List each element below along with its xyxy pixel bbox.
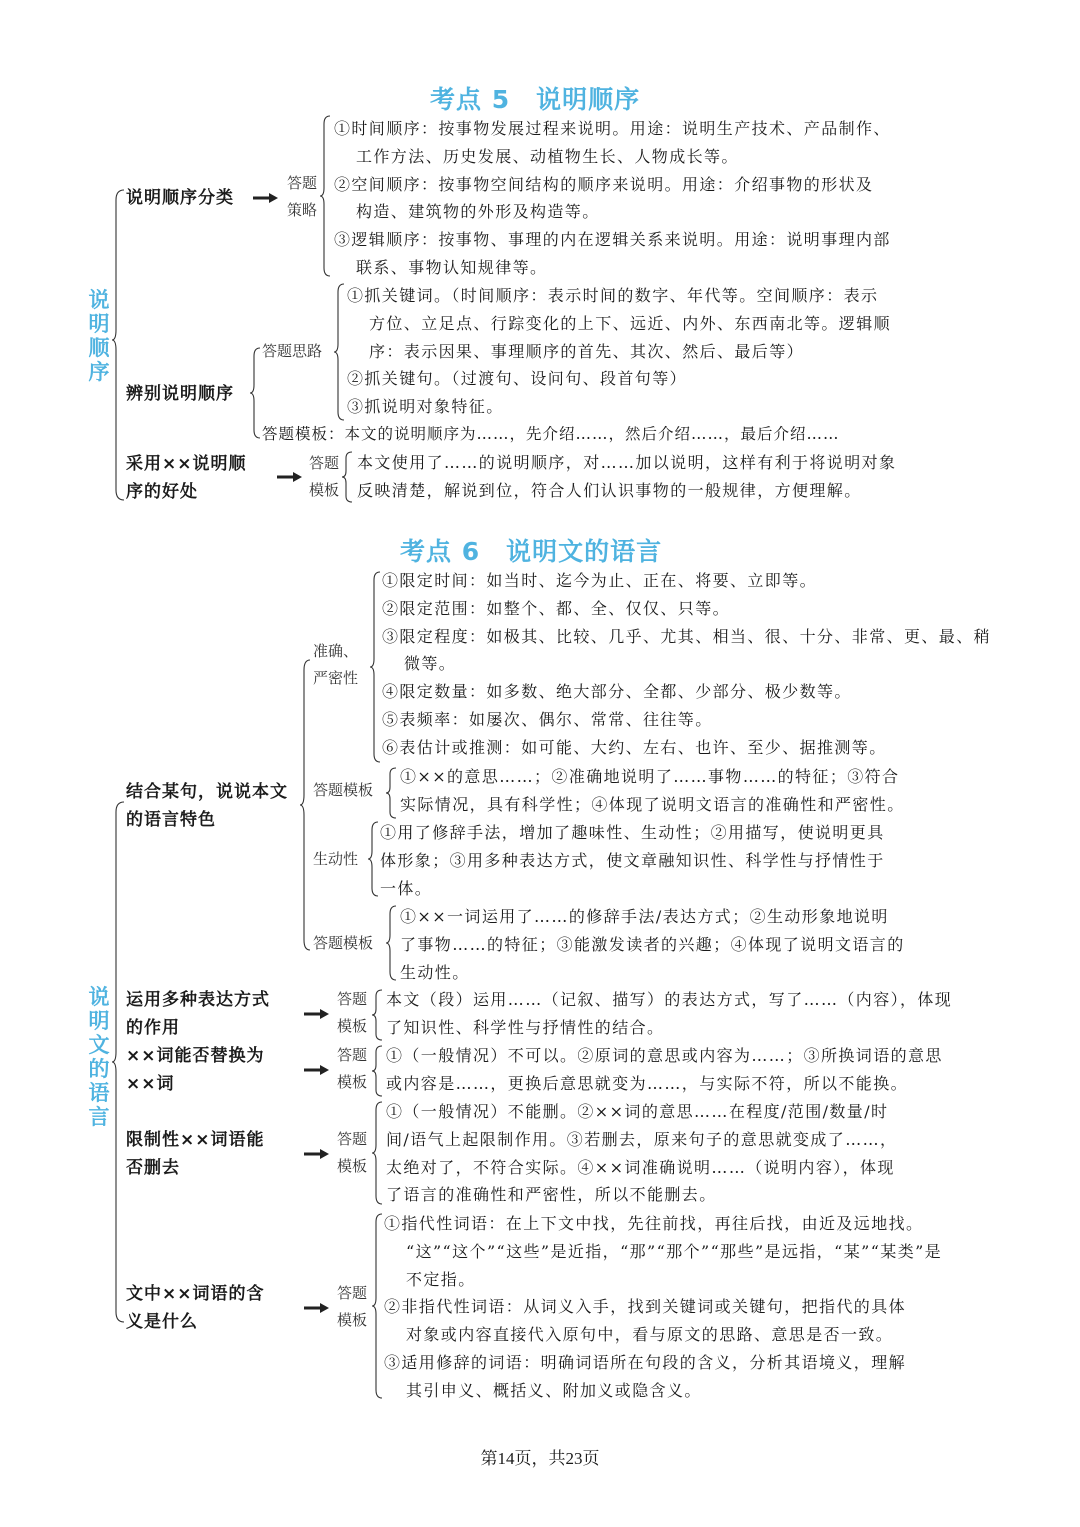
s5-cat2-template: 答题模板：本文的说明顺序为……，先介绍……，然后介绍……，最后介绍……	[262, 425, 840, 443]
s6-template2-label: 答题模板	[313, 934, 374, 952]
list-item: 微等。	[404, 654, 457, 674]
s5-cat3-items	[357, 449, 896, 505]
list-item: 本文（段）运用……（记叙、描写）的表达方式，写了……（内容），体现	[386, 990, 953, 1009]
list-item: ②空间顺序：按事物空间结构的顺序来说明。用途：介绍事物的形状及	[334, 174, 874, 194]
s6-template2-brace	[386, 906, 398, 980]
label-line: 结合某句，说说本文	[126, 782, 288, 802]
label-line: 采用××说明顺	[126, 454, 247, 474]
s6-cat3-sublabel: 答题模板	[336, 1046, 367, 1091]
list-item: ⑥表估计或推测：如可能、大约、左右、也许、至少、据推测等。	[382, 737, 887, 757]
s5-cat1-brace	[320, 116, 332, 276]
list-item: 体形象；③用多种表达方式，使文章融知识性、科学性与抒情性于	[380, 850, 885, 870]
list-item: 本文使用了……的说明顺序，对……加以说明，这样有利于将说明对象	[357, 453, 897, 472]
list-item: ①××的意思……；②准确地说明了……事物……的特征；③符合	[400, 767, 900, 786]
s5-cat1-sublabel: 答题策略	[286, 174, 317, 219]
section6-title: 考点 6 说明文的语言	[400, 537, 663, 566]
list-item: ①（一般情况）不能删。②××词的意思……在程度/范围/数量/时	[386, 1102, 889, 1121]
label-line: ××词	[126, 1074, 175, 1094]
s5-cat2-brace	[250, 348, 262, 438]
list-item: “这”“这个”“这些”是近指，“那”“那个”“那些”是远指，“某”“某类”是	[406, 1241, 943, 1261]
s6-cat3-label	[126, 1042, 265, 1098]
section5-side-label: 说明顺序	[88, 288, 110, 384]
list-item: 或内容是……，更换后意思就变为……，与实际不符，所以不能换。	[386, 1073, 909, 1093]
page-number: 第14页，共23页	[480, 1449, 600, 1468]
label-line: 的语言特色	[126, 810, 216, 830]
list-item: 太绝对了，不符合实际。④××词准确说明……（说明内容），体现	[386, 1157, 895, 1177]
s6-cat1-label	[126, 778, 288, 834]
s6-cat5-sublabel: 答题模板	[336, 1284, 367, 1329]
s5-cat2-items	[347, 282, 891, 421]
s5-cat3-sublabel: 答题模板	[308, 454, 339, 499]
list-item: 联系、事物认知规律等。	[356, 257, 548, 277]
s5-cat3-brace	[342, 452, 354, 502]
s5-cat1-items	[334, 115, 891, 282]
s6-cat2-label	[126, 986, 270, 1042]
list-item: ①时间顺序：按事物发展过程来说明。用途：说明生产技术、产品制作、	[334, 119, 891, 138]
arrow-icon	[253, 192, 279, 204]
list-item: ③限定程度：如极其、比较、几乎、尤其、相当、很、十分、非常、更、最、稍	[382, 626, 992, 646]
s5-cat2-label: 辨别说明顺序	[126, 384, 234, 404]
list-item: 反映清楚，解说到位，符合人们认识事物的一般规律，方便理解。	[357, 480, 862, 500]
s6-cat5-label	[126, 1280, 265, 1336]
list-item: 对象或内容直接代入原句中，看与原文的思路、意思是否一致。	[406, 1325, 894, 1345]
list-item: 了语言的准确性和严密性，所以不能删去。	[386, 1185, 717, 1205]
label-line: 义是什么	[126, 1312, 198, 1332]
s6-template1-brace	[386, 768, 398, 818]
s6-cat2-sublabel: 答题模板	[336, 990, 367, 1035]
label-line: 的作用	[126, 1018, 180, 1038]
s6-vivid-label: 生动性	[313, 850, 359, 868]
s6-accuracy-label: 准确、严密性	[313, 642, 359, 687]
arrow-icon	[304, 1148, 330, 1160]
label-line: 否删去	[126, 1158, 180, 1178]
list-item: ①（一般情况）不可以。②原词的意思或内容为……；③所换词语的意思	[386, 1046, 943, 1065]
section6-main-bracket	[112, 802, 126, 1322]
list-item: ④限定数量：如多数、绝大部分、全都、少部分、极少数等。	[382, 682, 852, 702]
arrow-icon	[304, 1064, 330, 1076]
s6-template1-items	[400, 763, 905, 819]
s6-accuracy-items	[382, 567, 991, 762]
list-item: 一体。	[380, 878, 433, 898]
list-item: 不定指。	[406, 1269, 476, 1289]
arrow-icon	[304, 1302, 330, 1314]
list-item: ①××一词运用了……的修辞手法/表达方式；②生动形象地说明	[400, 907, 889, 926]
s6-template2-items	[400, 903, 905, 986]
s6-template1-label: 答题模板	[313, 781, 374, 799]
list-item: 实际情况，具有科学性；④体现了说明文语言的准确性和严密性。	[400, 794, 905, 814]
s6-cat4-items	[386, 1098, 897, 1209]
s6-cat5-items	[384, 1210, 942, 1405]
list-item: ①用了修辞手法，增加了趣味性、生动性；②用描写，使说明更具	[380, 823, 885, 842]
section5-main-bracket	[112, 190, 126, 500]
list-item: 生动性。	[400, 962, 470, 982]
s6-cat4-brace	[372, 1102, 384, 1204]
list-item: 了知识性、科学性与抒情性的结合。	[386, 1017, 665, 1037]
s6-cat4-label	[126, 1126, 265, 1182]
list-item: ②抓关键句。（过渡句、设问句、段首句等）	[347, 369, 688, 389]
list-item: 序：表示因果、事理顺序的首先、其次、然后、最后等）	[369, 341, 805, 361]
section6-side-label: 说明文的语言	[88, 985, 110, 1129]
label-line: 限制性××词语能	[126, 1130, 265, 1150]
list-item: ①抓关键词。（时间顺序：表示时间的数字、年代等。空间顺序：表示	[347, 286, 879, 305]
label-line: 序的好处	[126, 482, 198, 502]
s6-accuracy-brace	[370, 572, 382, 762]
list-item: ⑤表频率：如屡次、偶尔、常常、往往等。	[382, 709, 713, 729]
s6-cat2-items	[386, 986, 952, 1042]
list-item: 构造、建筑物的外形及构造等。	[356, 202, 600, 222]
label-line: 运用多种表达方式	[126, 990, 270, 1010]
label-line: ××词能否替换为	[126, 1046, 265, 1066]
s5-cat2-inner-brace	[334, 284, 346, 420]
section5-title: 考点 5 说明顺序	[430, 85, 641, 114]
s5-cat2-sublabel: 答题思路	[262, 342, 323, 360]
list-item: 方位、立足点、行踪变化的上下、远近、内外、东西南北等。逻辑顺	[369, 313, 892, 333]
s6-cat1-brace	[300, 660, 312, 950]
s6-cat2-brace	[372, 990, 384, 1040]
list-item: ③逻辑顺序：按事物、事理的内在逻辑关系来说明。用途：说明事理内部	[334, 230, 891, 250]
label-line: 文中××词语的含	[126, 1284, 265, 1304]
list-item: ②限定范围：如整个、都、全、仅仅、只等。	[382, 598, 731, 618]
list-item: 工作方法、历史发展、动植物生长、人物成长等。	[356, 146, 739, 166]
list-item: 间/语气上起限制作用。③若删去，原来句子的意思就变成了……，	[386, 1129, 898, 1149]
list-item: ①限定时间：如当时、迄今为止、正在、将要、立即等。	[382, 571, 818, 590]
s6-cat3-items	[386, 1042, 943, 1098]
s6-cat3-brace	[372, 1046, 384, 1096]
s6-vivid-brace	[368, 822, 380, 896]
list-item: ①指代性词语：在上下文中找，先往前找，再往后找，由近及远地找。	[384, 1214, 924, 1233]
s6-cat4-sublabel: 答题模板	[336, 1130, 367, 1175]
list-item: ③适用修辞的词语：明确词语所在句段的含义，分析其语境义，理解	[384, 1352, 907, 1372]
arrow-icon	[277, 471, 303, 483]
list-item: 了事物……的特征；③能激发读者的兴趣；④体现了说明文语言的	[400, 934, 905, 954]
s6-cat5-brace	[372, 1214, 384, 1398]
s5-cat1-label: 说明顺序分类	[126, 188, 234, 208]
list-item: 其引申义、概括义、附加义或隐含义。	[406, 1380, 702, 1400]
list-item: ②非指代性词语：从词义入手，找到关键词或关键句，把指代的具体	[384, 1297, 907, 1317]
list-item: ③抓说明对象特征。	[347, 397, 504, 417]
s5-cat3-label	[126, 450, 247, 506]
arrow-icon	[304, 1008, 330, 1020]
s6-vivid-items	[380, 819, 885, 902]
